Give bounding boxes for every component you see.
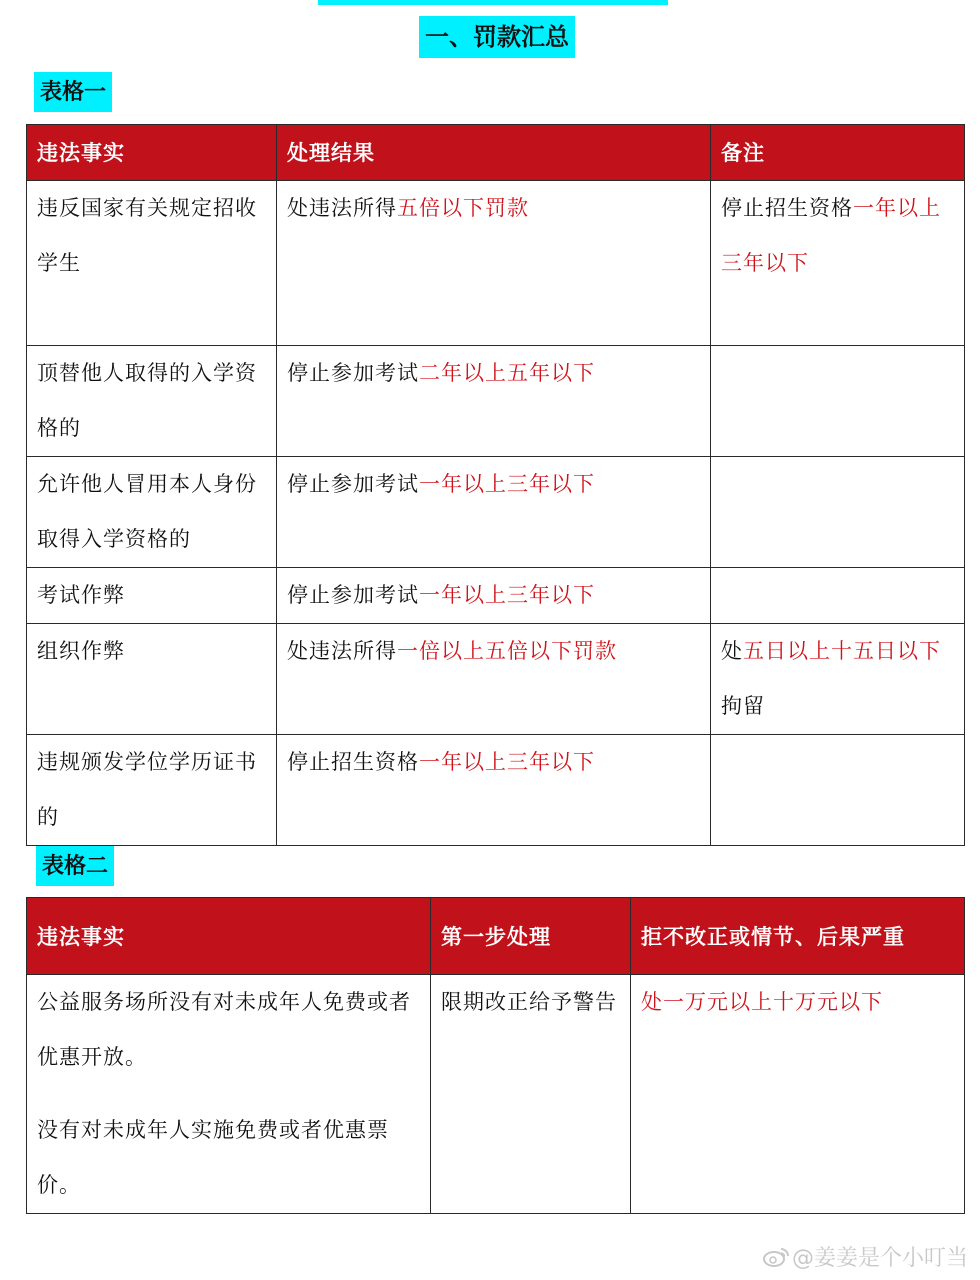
result-text: 停止招生资格 xyxy=(287,750,419,774)
cell-note xyxy=(711,624,965,735)
cell-note xyxy=(711,457,965,568)
cell-note xyxy=(711,346,965,457)
header-remarks: 备注 xyxy=(711,125,965,181)
note-text: 处 xyxy=(721,639,743,663)
table-one-label: 表格一 xyxy=(34,72,112,112)
header-handling-result: 处理结果 xyxy=(277,125,711,181)
header-violation-fact: 违法事实 xyxy=(27,898,431,975)
watermark-text: @姜姜是个小叮当 xyxy=(791,1246,968,1271)
header-violation-fact: 违法事实 xyxy=(27,125,277,181)
table-two-label: 表格二 xyxy=(36,846,114,886)
result-text: 停止参加考试 xyxy=(287,361,419,385)
cell-fact: 顶替他人取得的入学资格的 xyxy=(27,346,277,457)
cell-note xyxy=(711,568,965,624)
header-severe-case: 拒不改正或情节、后果严重 xyxy=(631,898,965,975)
table-row xyxy=(27,568,965,624)
result-text: 处违法所得 xyxy=(287,639,397,663)
table-row xyxy=(27,346,965,457)
table-row xyxy=(27,624,965,735)
cell-note xyxy=(711,735,965,846)
note-penalty: 五日以上十五日以下 xyxy=(743,639,941,663)
result-penalty: 一年以上三年以下 xyxy=(419,583,595,607)
table-header-row xyxy=(27,125,965,181)
penalty-table-two xyxy=(26,897,965,1214)
result-text: 停止参加考试 xyxy=(287,472,419,496)
table-row xyxy=(27,975,965,1214)
cell-result xyxy=(277,568,711,624)
cell-fact: 违反国家有关规定招收学生 xyxy=(27,181,277,346)
table-row xyxy=(27,735,965,846)
cell-result xyxy=(277,735,711,846)
cell-fact: 考试作弊 xyxy=(27,568,277,624)
note-text: 停止招生资格 xyxy=(721,196,853,220)
cell-result xyxy=(277,346,711,457)
top-highlight-strip xyxy=(318,0,668,5)
weibo-watermark xyxy=(762,1241,968,1272)
result-penalty: 一倍以上五倍以下罚款 xyxy=(397,639,617,663)
cell-note xyxy=(711,181,965,346)
note-text: 拘留 xyxy=(721,694,765,718)
result-penalty: 五倍以下罚款 xyxy=(397,196,529,220)
cell-fact xyxy=(27,975,431,1214)
cell-fact: 违规颁发学位学历证书的 xyxy=(27,735,277,846)
cell-severe-penalty: 处一万元以上十万元以下 xyxy=(631,975,965,1214)
result-penalty: 二年以上五年以下 xyxy=(419,361,595,385)
header-first-step: 第一步处理 xyxy=(431,898,631,975)
penalty-table-one xyxy=(26,124,965,846)
cell-result xyxy=(277,624,711,735)
cell-result xyxy=(277,457,711,568)
page-title: 一、罚款汇总 xyxy=(419,16,575,58)
paragraph-gap xyxy=(37,1085,420,1103)
result-penalty: 一年以上三年以下 xyxy=(419,750,595,774)
table-header-row xyxy=(27,898,965,975)
fact-paragraph: 没有对未成年人实施免费或者优惠票价。 xyxy=(37,1118,389,1197)
result-text: 处违法所得 xyxy=(287,196,397,220)
cell-result xyxy=(277,181,711,346)
cell-first-step: 限期改正给予警告 xyxy=(431,975,631,1214)
result-text: 停止参加考试 xyxy=(287,583,419,607)
fact-paragraph: 公益服务场所没有对未成年人免费或者优惠开放。 xyxy=(37,990,411,1069)
weibo-icon xyxy=(762,1246,790,1268)
note-penalty: 一年以上三年以下 xyxy=(721,196,941,275)
result-penalty: 一年以上三年以下 xyxy=(419,472,595,496)
cell-fact: 组织作弊 xyxy=(27,624,277,735)
cell-fact: 允许他人冒用本人身份取得入学资格的 xyxy=(27,457,277,568)
table-row xyxy=(27,457,965,568)
table-row xyxy=(27,181,965,346)
